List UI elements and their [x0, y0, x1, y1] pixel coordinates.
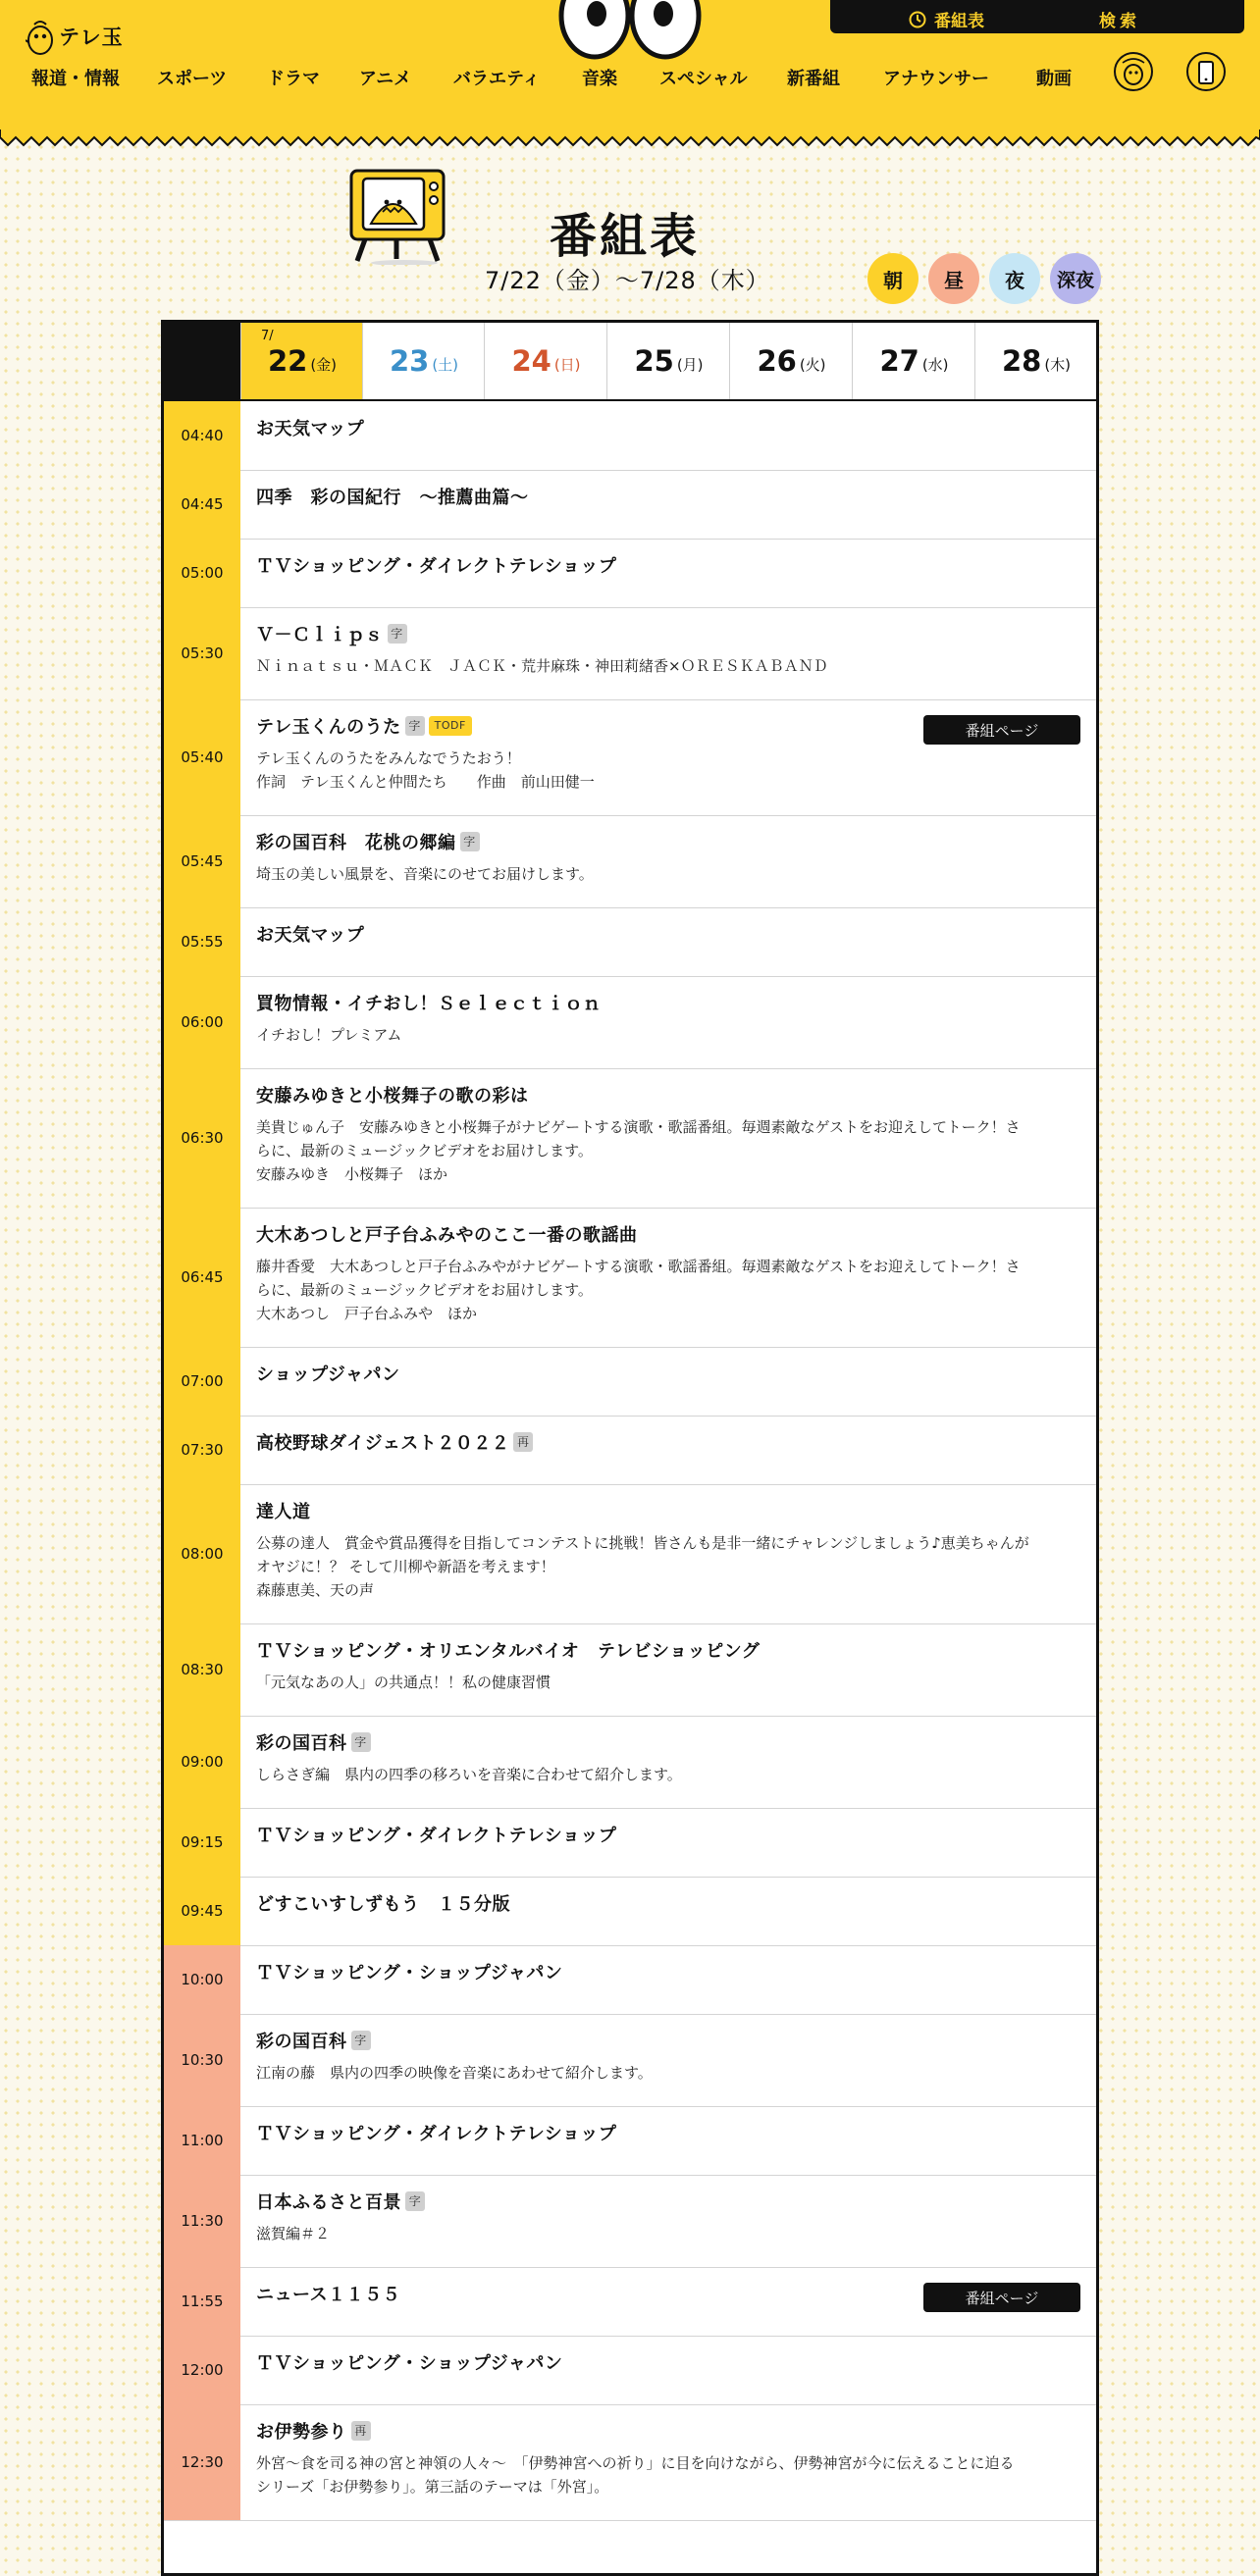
- program-time: 07:30: [164, 1416, 240, 1484]
- program-row[interactable]: [164, 1484, 1096, 1624]
- program-description-line: 藤井香愛 大木あつしと戸子台ふみやがナビゲートする演歌・歌謡番組。毎週素敵なゲストをお迎えしてトーク！さ: [256, 1258, 1021, 1275]
- program-description: [256, 2451, 1082, 2499]
- program-time: 05:30: [164, 607, 240, 699]
- program-row[interactable]: [164, 1623, 1096, 1717]
- program-time: 11:55: [164, 2267, 240, 2336]
- search-link[interactable]: [1099, 7, 1140, 31]
- program-time: 05:55: [164, 907, 240, 976]
- program-description-line: Ｎｉｎａｔｓｕ・ＭＡＣＫ ＪＡＣＫ・荒井麻珠・神田莉緒香×ＯＲＥＳＫＡＢＡＮＤ: [256, 657, 828, 675]
- program-description: [256, 1531, 1082, 1602]
- day-header-corner: [164, 323, 240, 399]
- program-title-line: [256, 415, 1082, 440]
- program-info: [256, 1729, 1082, 1786]
- day-tab-number: 26: [757, 344, 797, 378]
- program-description: [256, 1255, 1082, 1325]
- day-tab-month: 7/: [261, 329, 274, 343]
- program-title[interactable]: 彩の国百科 花桃の郷編: [256, 833, 456, 853]
- program-page-button[interactable]: 番組ページ: [923, 715, 1080, 745]
- program-info: [256, 1822, 1082, 1847]
- day-tab-number: 25: [634, 344, 674, 378]
- program-time: 05:45: [164, 815, 240, 907]
- program-description-line: 滋賀編＃２: [256, 2225, 331, 2242]
- day-tab-weekday: (土): [432, 355, 459, 374]
- program-time: 05:40: [164, 699, 240, 815]
- day-tab-26[interactable]: [729, 323, 853, 399]
- page-title: 番組表: [550, 209, 701, 264]
- nav-item-sports[interactable]: スポーツ: [157, 69, 228, 89]
- program-row[interactable]: [164, 2175, 1096, 2268]
- program-description-line: 外宮～食を司る神の宮と神領の人々～ 「伊勢神宮への祈り」に目を向けながら、伊勢神宮が今に伝えることに迫る: [256, 2454, 1015, 2472]
- day-tab-23[interactable]: [362, 323, 485, 399]
- program-title-line: [256, 1822, 1082, 1847]
- program-title-line: [256, 2189, 1082, 2214]
- program-time: 04:45: [164, 470, 240, 539]
- program-row[interactable]: [164, 2336, 1096, 2405]
- day-tab-number: 22: [267, 344, 308, 378]
- search-link-label: 検索: [1099, 12, 1140, 31]
- program-row[interactable]: [164, 1877, 1096, 1946]
- schedule-link[interactable]: [909, 7, 984, 31]
- program-row[interactable]: [164, 607, 1096, 700]
- program-time: 05:00: [164, 539, 240, 607]
- program-title[interactable]: 四季 彩の国紀行 ～推薦曲篇～: [256, 488, 529, 508]
- program-badge: 再: [351, 2421, 371, 2441]
- program-title-line: [256, 1221, 1082, 1247]
- program-description-line: 「元気なあの人」の共通点！！私の健康習慣: [256, 1674, 551, 1691]
- day-tabs: [164, 323, 1096, 401]
- program-title[interactable]: お天気マップ: [256, 925, 365, 946]
- program-info: [256, 990, 1082, 1047]
- day-tab-number: 23: [389, 344, 430, 378]
- schedule-link-label: 番組表: [934, 12, 984, 31]
- nav-item-video[interactable]: 動画: [1036, 69, 1072, 89]
- program-description-line: オヤジに！？ そして川柳や新語を考えます！: [256, 1558, 555, 1575]
- program-info: [256, 2028, 1082, 2085]
- program-title-line: [256, 2120, 1082, 2145]
- program-time: 09:00: [164, 1716, 240, 1808]
- program-row[interactable]: [164, 401, 1096, 471]
- program-info: [256, 552, 1082, 578]
- program-title-line: [256, 2028, 1082, 2053]
- day-tab-28[interactable]: [974, 323, 1097, 399]
- program-title[interactable]: ＴＶショッピング・ショップジャパン: [256, 2353, 563, 2374]
- nav-item-drama[interactable]: ドラマ: [267, 69, 320, 89]
- day-tab-25[interactable]: [606, 323, 730, 399]
- main-nav: [0, 65, 1260, 94]
- program-title-line: [256, 1361, 1082, 1386]
- program-row[interactable]: [164, 1208, 1096, 1348]
- program-time: 11:30: [164, 2175, 240, 2267]
- time-of-day-noon-button[interactable]: 昼: [928, 253, 979, 304]
- program-title[interactable]: Ｖ－Ｃｌｉｐｓ: [256, 625, 384, 645]
- program-description-line: 江南の藤 県内の四季の映像を音楽にあわせて紹介します。: [256, 2064, 653, 2082]
- program-info: [256, 1959, 1082, 1984]
- program-row[interactable]: [164, 2267, 1096, 2337]
- program-description-line: 森藤恵美、天の声: [256, 1581, 375, 1599]
- program-title[interactable]: ＴＶショッピング・ダイレクトテレショップ: [256, 1826, 617, 1846]
- program-row[interactable]: [164, 699, 1096, 816]
- logo-text: テレ玉: [59, 26, 124, 49]
- day-tab-27[interactable]: [852, 323, 975, 399]
- nav-item-variety[interactable]: バラエティ: [453, 69, 541, 89]
- program-title-line: [256, 552, 1082, 578]
- time-of-day-late-night-button[interactable]: 深夜: [1050, 253, 1101, 304]
- program-info: [256, 1890, 1082, 1916]
- program-description-line: テレ玉くんのうたをみんなでうたおう！: [256, 749, 521, 767]
- site-logo[interactable]: [26, 14, 133, 59]
- program-description-line: 大木あつし 戸子台ふみや ほか: [256, 1305, 478, 1322]
- program-title-line: [256, 1498, 1082, 1523]
- day-tab-weekday: (水): [921, 355, 949, 374]
- program-title-line: [256, 1429, 1082, 1455]
- program-row[interactable]: [164, 1068, 1096, 1209]
- day-tab-weekday: (月): [676, 355, 704, 374]
- program-time: 08:00: [164, 1484, 240, 1623]
- day-tab-weekday: (金): [310, 355, 338, 374]
- program-description: [256, 1763, 1082, 1786]
- schedule-table: [161, 320, 1099, 2576]
- program-description-line: 安藤みゆき 小桜舞子 ほか: [256, 1165, 448, 1183]
- program-row[interactable]: [164, 1416, 1096, 1485]
- tv-mascot-illustration: [345, 165, 453, 265]
- site-header: [0, 0, 1260, 137]
- program-badge: 字: [388, 624, 407, 644]
- program-row[interactable]: [164, 539, 1096, 608]
- program-title-line: [256, 2418, 1082, 2444]
- program-description: [256, 1671, 1082, 1694]
- program-title[interactable]: お天気マップ: [256, 419, 365, 439]
- time-of-day-morning-button[interactable]: 朝: [867, 253, 919, 304]
- program-description-line: イチおし！プレミアム: [256, 1026, 402, 1044]
- eyes-icon: [557, 0, 703, 61]
- nav-item-announcer[interactable]: アナウンサー: [883, 69, 989, 89]
- program-description-line: らに、最新のミュージックビデオをお届けします。: [256, 1281, 593, 1299]
- program-title[interactable]: ショップジャパン: [256, 1365, 400, 1385]
- day-tab-22[interactable]: [240, 323, 363, 399]
- program-title[interactable]: ニュース１１５５: [256, 2285, 401, 2305]
- nav-item-new-programs[interactable]: 新番組: [787, 69, 840, 89]
- day-tab-weekday: (木): [1044, 355, 1072, 374]
- program-description-line: 埼玉の美しい風景を、音楽にのせてお届けします。: [256, 865, 594, 883]
- program-title[interactable]: 安藤みゆきと小桜舞子の歌の彩は: [256, 1086, 529, 1107]
- program-info: [256, 2349, 1082, 2375]
- program-row[interactable]: [164, 976, 1096, 1069]
- program-page-button[interactable]: 番組ページ: [923, 2283, 1080, 2312]
- program-title-line: [256, 621, 1082, 646]
- program-title-line: [256, 921, 1082, 947]
- program-title-line: [256, 484, 1082, 509]
- program-info: [256, 829, 1082, 886]
- program-row[interactable]: [164, 1808, 1096, 1878]
- program-row[interactable]: [164, 470, 1096, 540]
- program-description-line: シリーズ「お伊勢参り」。第三話のテーマは「外宮」。: [256, 2478, 609, 2496]
- program-description: [256, 1115, 1082, 1186]
- program-title-line: [256, 1729, 1082, 1755]
- nav-item-anime[interactable]: アニメ: [359, 69, 412, 89]
- day-tab-number: 28: [1001, 344, 1042, 378]
- program-row[interactable]: [164, 2014, 1096, 2107]
- program-info: [256, 484, 1082, 509]
- tele-tama-mascot-icon: [26, 17, 55, 56]
- program-info: [256, 1498, 1082, 1602]
- program-description: [256, 654, 1082, 678]
- program-title-line: [256, 1890, 1082, 1916]
- day-tab-24[interactable]: [484, 323, 607, 399]
- nav-item-music[interactable]: 音楽: [582, 69, 617, 89]
- program-info: [256, 2418, 1082, 2499]
- program-title[interactable]: 大木あつしと戸子台ふみやのここ一番の歌謡曲: [256, 1225, 638, 1246]
- program-info: [256, 2189, 1082, 2245]
- program-title-line: [256, 990, 1082, 1015]
- program-row[interactable]: [164, 1945, 1096, 2015]
- program-badge: 字: [460, 832, 480, 851]
- program-title-line: [256, 1082, 1082, 1108]
- program-badge: 字: [405, 2191, 425, 2211]
- program-time: 10:30: [164, 2014, 240, 2106]
- program-title-line: [256, 1959, 1082, 1984]
- program-description-line: 公募の達人 賞金や賞品獲得を目指してコンテストに挑戦！皆さんも是非一緒にチャレンジしましょう♪恵美ちゃんが: [256, 1534, 1029, 1552]
- program-title[interactable]: どすこいすしずもう １５分版: [256, 1894, 510, 1915]
- search-bar: [830, 0, 1244, 33]
- program-description-line: らに、最新のミュージックビデオをお届けします。: [256, 1142, 593, 1159]
- program-time: 09:45: [164, 1877, 240, 1945]
- program-title[interactable]: お伊勢参り: [256, 2422, 347, 2443]
- day-tab-number: 27: [879, 344, 919, 378]
- program-description: [256, 2222, 1082, 2245]
- program-time: 06:00: [164, 976, 240, 1068]
- program-row[interactable]: [164, 815, 1096, 908]
- program-time: 07:00: [164, 1347, 240, 1416]
- program-title[interactable]: ＴＶショッピング・ダイレクトテレショップ: [256, 2124, 617, 2144]
- program-info: [256, 415, 1082, 440]
- program-description-line: しらさぎ編 県内の四季の移ろいを音楽に合わせて紹介します。: [256, 1766, 682, 1783]
- program-info: [256, 1429, 1082, 1455]
- program-time: 08:30: [164, 1623, 240, 1716]
- program-title[interactable]: 日本ふるさと百景: [256, 2192, 401, 2213]
- program-title-line: [256, 829, 1082, 854]
- program-title-line: [256, 2349, 1082, 2375]
- program-row[interactable]: [164, 1716, 1096, 1809]
- date-range: 7/22（金）〜7/28（木）: [485, 267, 770, 294]
- day-tab-weekday: (日): [553, 355, 581, 374]
- program-title[interactable]: テレ玉くんのうた: [256, 717, 401, 738]
- program-description-line: 美貴じゅん子 安藤みゆきと小桜舞子がナビゲートする演歌・歌謡番組。毎週素敵なゲストをお迎えしてトーク！さ: [256, 1118, 1021, 1136]
- time-of-day-night-button[interactable]: 夜: [989, 253, 1040, 304]
- program-row[interactable]: [164, 2106, 1096, 2176]
- program-info: [256, 1361, 1082, 1386]
- nav-item-news[interactable]: 報道・情報: [31, 69, 120, 89]
- program-title-line: [256, 1637, 1082, 1663]
- program-info: [256, 921, 1082, 947]
- program-title[interactable]: 高校野球ダイジェスト２０２２: [256, 1433, 510, 1454]
- program-info: [256, 1082, 1082, 1186]
- clock-icon: [909, 11, 926, 28]
- program-title[interactable]: ＴＶショッピング・オリエンタルバイオ テレビショッピング: [256, 1641, 761, 1662]
- program-description: [256, 2061, 1082, 2085]
- program-time: 09:15: [164, 1808, 240, 1877]
- tele-tama-kun-icon[interactable]: [1113, 51, 1154, 92]
- program-badge: 字: [405, 716, 425, 736]
- program-title[interactable]: ＴＶショッピング・ショップジャパン: [256, 1963, 563, 1984]
- program-description: [256, 1023, 1082, 1047]
- program-time: 10:00: [164, 1945, 240, 2014]
- program-time: 12:30: [164, 2404, 240, 2520]
- program-info: [256, 621, 1082, 678]
- program-row[interactable]: [164, 2404, 1096, 2521]
- program-time: 04:40: [164, 401, 240, 470]
- day-tab-number: 24: [511, 344, 551, 378]
- program-title[interactable]: 達人道: [256, 1502, 311, 1522]
- app-phone-icon[interactable]: [1185, 51, 1227, 92]
- todf-badge: TODF: [429, 716, 472, 736]
- program-time: 12:00: [164, 2336, 240, 2404]
- program-description-line: 作詞 テレ玉くんと仲間たち 作曲 前山田健一: [256, 773, 595, 791]
- program-time: 11:00: [164, 2106, 240, 2175]
- program-info: [256, 2120, 1082, 2145]
- program-info: [256, 1637, 1082, 1694]
- program-badge: 字: [351, 2031, 371, 2050]
- program-title[interactable]: 買物情報・イチおし！Ｓｅｌｅｃｔｉｏｎ: [256, 994, 602, 1014]
- program-info: [256, 1221, 1082, 1325]
- program-badge: 字: [351, 1732, 371, 1752]
- day-tab-weekday: (火): [799, 355, 826, 374]
- program-row[interactable]: [164, 907, 1096, 977]
- program-title[interactable]: ＴＶショッピング・ダイレクトテレショップ: [256, 556, 617, 577]
- program-title[interactable]: 彩の国百科: [256, 1733, 347, 1754]
- program-badge: 再: [513, 1432, 533, 1452]
- program-time: 06:30: [164, 1068, 240, 1208]
- program-time: 06:45: [164, 1208, 240, 1347]
- program-row[interactable]: [164, 1347, 1096, 1417]
- program-title[interactable]: 彩の国百科: [256, 2032, 347, 2052]
- nav-item-special[interactable]: スペシャル: [659, 69, 748, 89]
- program-description: [256, 862, 1082, 886]
- header-zigzag-edge: [0, 129, 1260, 149]
- program-description: [256, 747, 1082, 794]
